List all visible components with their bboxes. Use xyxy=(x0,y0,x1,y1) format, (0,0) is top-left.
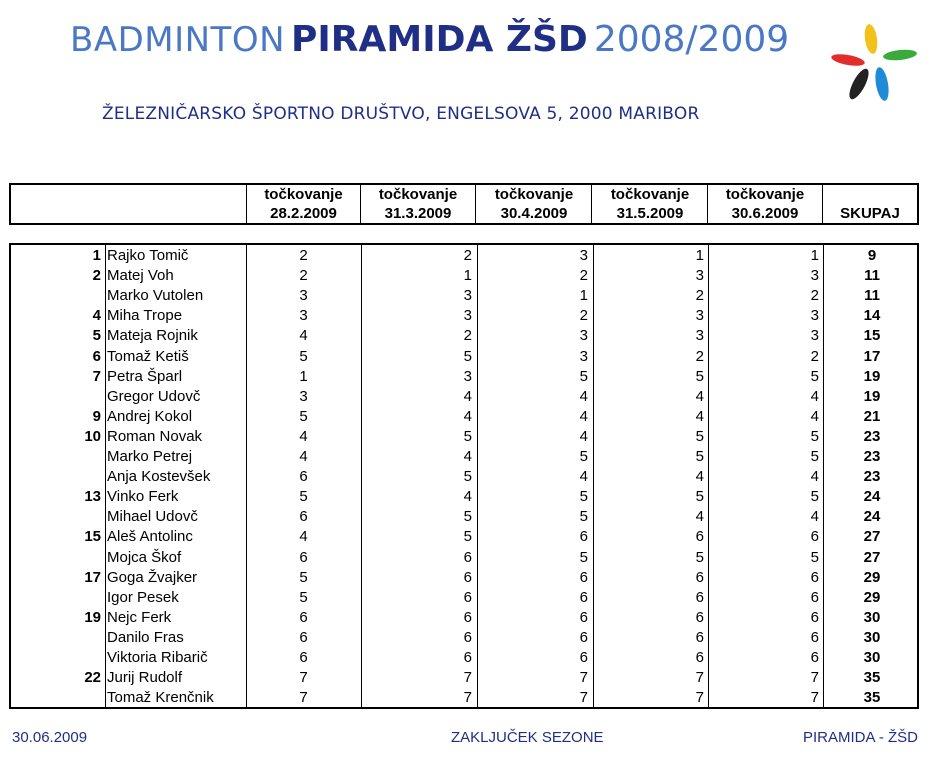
score-cell: 5 xyxy=(579,508,588,526)
total-cell: 30 xyxy=(863,608,881,626)
rank-cell: 7 xyxy=(92,367,101,385)
player-name: Roman Novak xyxy=(107,427,203,445)
score-cell: 6 xyxy=(463,548,472,566)
score-cell: 6 xyxy=(299,628,308,646)
player-name: Petra Šparl xyxy=(107,367,183,385)
score-cell: 3 xyxy=(579,247,588,264)
score-cell: 3 xyxy=(579,327,588,345)
score-cell: 1 xyxy=(695,247,704,264)
score-cell: 3 xyxy=(463,287,472,305)
flower-logo-icon xyxy=(828,22,923,108)
player-name: Andrej Kokol xyxy=(107,407,193,425)
score-cell: 1 xyxy=(810,247,819,264)
player-name: Anja Kostevšek xyxy=(107,468,211,486)
player-name: Danilo Fras xyxy=(107,628,184,646)
column-header-date: 30.4.2009 xyxy=(500,205,568,222)
score-cell: 7 xyxy=(810,689,819,707)
player-name: Mojca Škof xyxy=(107,548,182,566)
score-cell: 5 xyxy=(810,367,819,385)
total-cell: 19 xyxy=(863,387,881,405)
score-cell: 6 xyxy=(810,608,819,626)
total-cell: 24 xyxy=(863,508,881,526)
score-cell: 7 xyxy=(810,669,819,687)
score-cell: 3 xyxy=(810,327,819,345)
player-name: Aleš Antolinc xyxy=(107,528,193,546)
results-table xyxy=(9,243,919,709)
score-cell: 5 xyxy=(463,347,472,365)
score-cell: 4 xyxy=(579,468,588,486)
score-cell: 6 xyxy=(810,588,819,606)
total-cell: 24 xyxy=(863,488,881,506)
total-cell: 30 xyxy=(863,628,881,646)
score-cell: 4 xyxy=(463,387,472,405)
score-cell: 5 xyxy=(299,407,308,425)
score-cell: 4 xyxy=(463,407,472,425)
score-cell: 6 xyxy=(579,649,588,666)
score-cell: 5 xyxy=(695,488,704,506)
column-header-date: 31.5.2009 xyxy=(616,205,684,222)
player-name: Mateja Rojnik xyxy=(107,327,198,345)
player-name: Nejc Ferk xyxy=(107,608,172,626)
total-cell: 30 xyxy=(863,649,881,666)
total-cell: 29 xyxy=(863,568,881,586)
score-cell: 3 xyxy=(463,307,472,325)
score-cell: 4 xyxy=(299,528,308,546)
score-cell: 2 xyxy=(299,267,308,285)
score-cell: 5 xyxy=(579,488,588,506)
score-cell: 6 xyxy=(810,528,819,546)
score-cell: 7 xyxy=(463,669,472,687)
player-name: Matej Voh xyxy=(107,267,174,285)
score-cell: 1 xyxy=(299,367,308,385)
table-row xyxy=(11,306,917,326)
rank-cell: 17 xyxy=(84,568,101,586)
table-row xyxy=(11,447,917,467)
score-cell: 7 xyxy=(579,689,588,707)
score-cell: 5 xyxy=(810,427,819,445)
player-name: Goga Žvajker xyxy=(107,568,198,586)
total-cell: 35 xyxy=(863,669,881,687)
score-cell: 6 xyxy=(695,608,704,626)
score-cell: 5 xyxy=(810,488,819,506)
score-cell: 6 xyxy=(299,468,308,486)
player-name: Jurij Rudolf xyxy=(107,669,183,687)
score-cell: 5 xyxy=(579,548,588,566)
score-cell: 2 xyxy=(579,307,588,325)
player-name: Mihael Udovč xyxy=(107,508,198,526)
rank-cell: 2 xyxy=(92,267,101,285)
table-row xyxy=(11,548,917,568)
score-cell: 2 xyxy=(810,287,819,305)
score-cell: 5 xyxy=(810,548,819,566)
score-cell: 6 xyxy=(810,628,819,646)
title-badminton: BADMINTON xyxy=(70,20,286,60)
total-cell: 14 xyxy=(863,307,881,325)
player-name: Marko Petrej xyxy=(107,448,193,465)
score-cell: 2 xyxy=(695,347,704,365)
total-cell: 9 xyxy=(867,247,877,264)
total-cell: 27 xyxy=(863,548,881,566)
column-header-date: 31.3.2009 xyxy=(384,205,452,222)
total-cell: 15 xyxy=(863,327,881,345)
score-cell: 4 xyxy=(695,508,704,526)
score-cell: 6 xyxy=(299,608,308,626)
total-cell: 11 xyxy=(864,267,880,285)
table-row xyxy=(11,246,917,266)
score-cell: 4 xyxy=(299,327,308,345)
column-header xyxy=(477,185,592,223)
score-cell: 3 xyxy=(463,367,472,385)
table-row xyxy=(11,387,917,407)
score-cell: 6 xyxy=(463,588,472,606)
table-row xyxy=(11,507,917,527)
table-row xyxy=(11,628,917,648)
score-cell: 5 xyxy=(299,347,308,365)
total-cell: 23 xyxy=(863,427,881,445)
footer-center: ZAKLJUČEK SEZONE xyxy=(451,729,604,746)
table-row xyxy=(11,588,917,608)
score-cell: 6 xyxy=(579,608,588,626)
table-row xyxy=(11,347,917,367)
score-cell: 6 xyxy=(695,568,704,586)
total-cell: 27 xyxy=(863,528,881,546)
score-cell: 7 xyxy=(299,689,308,707)
column-header-label: točkovanje xyxy=(725,186,805,203)
score-cell: 3 xyxy=(810,267,819,285)
score-cell: 3 xyxy=(299,287,308,305)
score-cell: 6 xyxy=(579,568,588,586)
table-row xyxy=(11,668,917,688)
column-header-label: točkovanje xyxy=(494,186,574,203)
score-cell: 6 xyxy=(695,588,704,606)
score-cell: 5 xyxy=(579,448,588,465)
table-row xyxy=(11,527,917,547)
score-cell: 5 xyxy=(810,448,819,465)
score-cell: 3 xyxy=(810,307,819,325)
table-row xyxy=(11,326,917,346)
total-cell: 21 xyxy=(863,407,881,425)
score-cell: 4 xyxy=(463,488,472,506)
score-cell: 6 xyxy=(579,628,588,646)
score-cell: 1 xyxy=(579,287,588,305)
score-cell: 5 xyxy=(463,528,472,546)
table-row xyxy=(11,487,917,507)
score-cell: 7 xyxy=(463,689,472,707)
score-cell: 5 xyxy=(299,568,308,586)
rank-cell: 4 xyxy=(92,307,101,325)
table-row xyxy=(11,266,917,286)
score-cell: 4 xyxy=(695,468,704,486)
rank-cell: 13 xyxy=(84,488,101,506)
score-cell: 6 xyxy=(299,649,308,666)
column-header-label: točkovanje xyxy=(378,186,458,203)
score-cell: 4 xyxy=(579,427,588,445)
table-row xyxy=(11,608,917,628)
score-cell: 3 xyxy=(695,267,704,285)
score-cell: 5 xyxy=(463,427,472,445)
score-cell: 7 xyxy=(299,669,308,687)
total-cell: 29 xyxy=(863,588,881,606)
player-name: Gregor Udovč xyxy=(107,387,201,405)
score-cell: 6 xyxy=(463,649,472,666)
club-address: ŽELEZNIČARSKO ŠPORTNO DRUŠTVO, ENGELSOVA 5, 2000 MARIBOR xyxy=(102,104,700,124)
score-cell: 5 xyxy=(695,427,704,445)
score-cell: 3 xyxy=(695,327,704,345)
score-cell: 3 xyxy=(299,387,308,405)
score-cell: 6 xyxy=(695,649,704,666)
score-cell: 4 xyxy=(810,387,819,405)
score-cell: 2 xyxy=(463,327,472,345)
score-cell: 5 xyxy=(695,367,704,385)
table-row xyxy=(11,467,917,487)
total-cell: 19 xyxy=(863,367,881,385)
score-cell: 4 xyxy=(299,448,308,465)
score-cell: 6 xyxy=(579,588,588,606)
rank-cell: 1 xyxy=(92,247,101,264)
score-cell: 6 xyxy=(695,528,704,546)
column-header xyxy=(593,185,708,223)
table-row xyxy=(11,427,917,447)
rank-cell: 22 xyxy=(84,669,101,687)
player-name: Miha Trope xyxy=(107,307,183,325)
score-cell: 3 xyxy=(579,347,588,365)
column-header-label: točkovanje xyxy=(610,186,690,203)
score-cell: 2 xyxy=(579,267,588,285)
score-cell: 5 xyxy=(579,367,588,385)
score-cell: 5 xyxy=(463,468,472,486)
total-cell: 35 xyxy=(863,689,881,707)
player-name: Igor Pesek xyxy=(107,588,179,606)
score-cell: 2 xyxy=(299,247,308,264)
score-cell: 6 xyxy=(463,628,472,646)
title-piramida: PIRAMIDA ŽŠD xyxy=(291,19,588,60)
table-row xyxy=(11,407,917,427)
score-cell: 5 xyxy=(695,548,704,566)
score-cell: 6 xyxy=(810,568,819,586)
score-cell: 2 xyxy=(810,347,819,365)
score-cell: 4 xyxy=(299,427,308,445)
score-cell: 5 xyxy=(695,448,704,465)
score-cell: 4 xyxy=(810,407,819,425)
score-cell: 4 xyxy=(810,468,819,486)
player-name: Marko Vutolen xyxy=(107,287,204,305)
footer-date: 30.06.2009 xyxy=(12,729,88,746)
player-name: Tomaž Krenčnik xyxy=(107,689,214,707)
column-header xyxy=(708,185,823,223)
score-cell: 6 xyxy=(463,608,472,626)
score-cell: 7 xyxy=(579,669,588,687)
page-title xyxy=(70,19,790,60)
score-cell: 3 xyxy=(695,307,704,325)
column-header-label: točkovanje xyxy=(264,186,343,203)
table-header xyxy=(9,183,919,225)
score-cell: 6 xyxy=(299,508,308,526)
rank-cell: 10 xyxy=(84,427,101,445)
score-cell: 4 xyxy=(695,387,704,405)
score-cell: 4 xyxy=(810,508,819,526)
score-cell: 2 xyxy=(695,287,704,305)
player-name: Rajko Tomič xyxy=(107,247,189,264)
score-cell: 6 xyxy=(579,528,588,546)
score-cell: 3 xyxy=(299,307,308,325)
score-cell: 6 xyxy=(810,649,819,666)
player-name: Viktoria Ribarič xyxy=(107,649,208,666)
score-cell: 4 xyxy=(579,407,588,425)
score-cell: 5 xyxy=(463,508,472,526)
title-season: 2008/2009 xyxy=(593,19,790,60)
rank-cell: 19 xyxy=(84,608,101,626)
score-cell: 2 xyxy=(463,247,472,264)
player-name: Vinko Ferk xyxy=(107,488,179,506)
total-cell: 17 xyxy=(863,347,881,365)
table-row xyxy=(11,688,917,708)
score-cell: 6 xyxy=(695,628,704,646)
score-cell: 4 xyxy=(579,387,588,405)
table-row xyxy=(11,648,917,668)
score-cell: 4 xyxy=(695,407,704,425)
table-row xyxy=(11,568,917,588)
table-row xyxy=(11,367,917,387)
rank-cell: 9 xyxy=(92,407,101,425)
total-cell: 23 xyxy=(863,448,881,465)
column-header-date: 28.2.2009 xyxy=(270,205,337,222)
player-name: Tomaž Ketiš xyxy=(107,347,189,365)
rank-cell: 15 xyxy=(84,528,101,546)
score-cell: 6 xyxy=(299,548,308,566)
score-cell: 7 xyxy=(695,669,704,687)
column-header xyxy=(246,185,361,223)
table-row xyxy=(11,286,917,306)
total-column-header: SKUPAJ xyxy=(840,205,900,222)
score-cell: 7 xyxy=(695,689,704,707)
score-cell: 6 xyxy=(463,568,472,586)
score-cell: 5 xyxy=(299,588,308,606)
column-header xyxy=(361,185,476,223)
footer-right: PIRAMIDA - ŽŠD xyxy=(802,729,918,746)
rank-cell: 5 xyxy=(92,327,101,345)
score-cell: 5 xyxy=(299,488,308,506)
score-cell: 4 xyxy=(463,448,472,465)
total-cell: 23 xyxy=(863,468,881,486)
column-header-date: 30.6.2009 xyxy=(731,205,799,222)
total-cell: 11 xyxy=(864,287,880,305)
score-cell: 1 xyxy=(463,267,472,285)
rank-cell: 6 xyxy=(92,347,101,365)
